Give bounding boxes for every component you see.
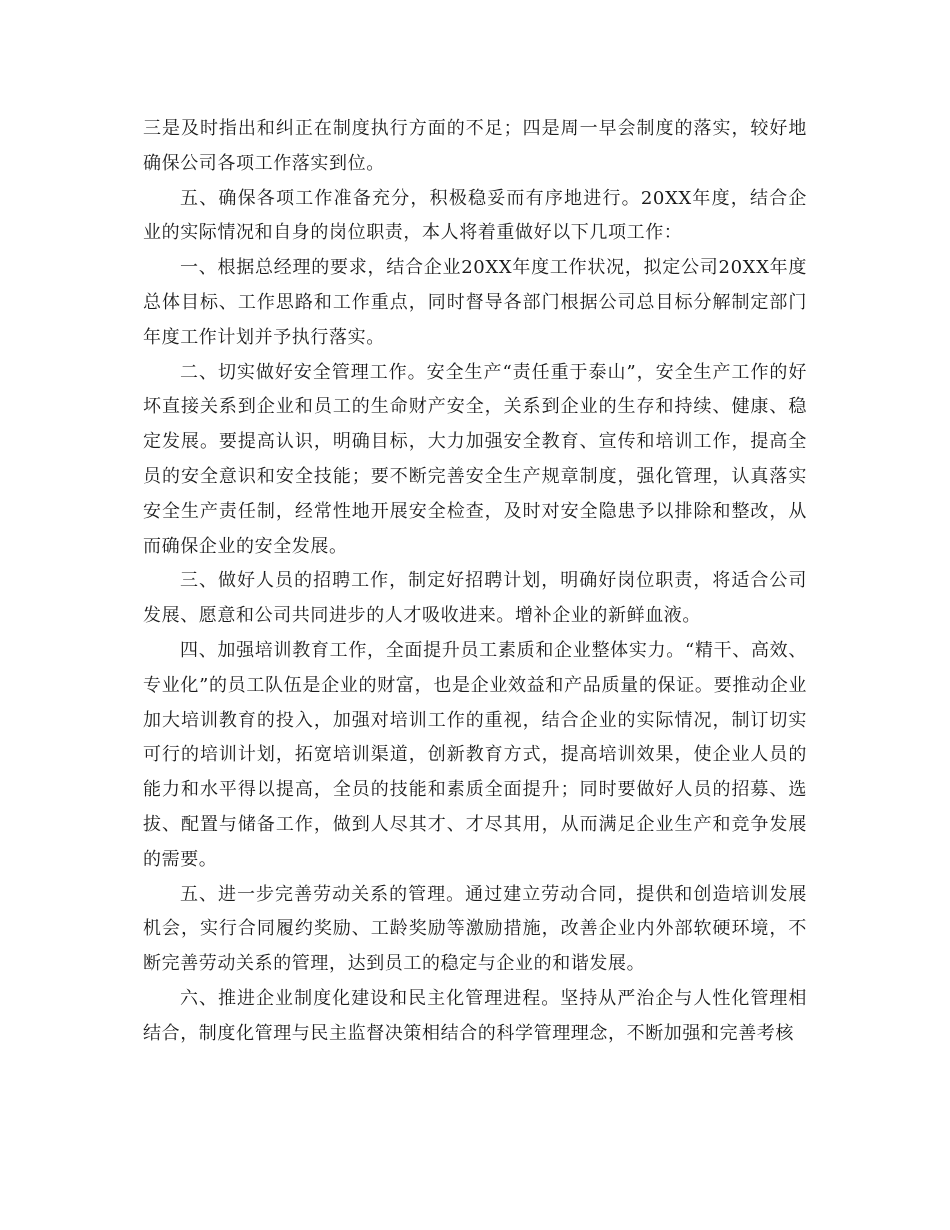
paragraph-item-five: 五、进一步完善劳动关系的管理。通过建立劳动合同，提供和创造培训发展机会，实行合同履约奖励、工龄奖励等激励措施，改善企业内外部软硬环境，不断完善劳动关系的管理，达到员工的稳定与企业的和谐发展。 xyxy=(143,883,807,975)
paragraph-item-four: 四、加强培训教育工作，全面提升员工素质和企业整体实力。“精干、高效、专业化”的员工队伍是企业的财富，也是企业效益和产品质量的保证。要推动企业加大培训教育的投入，加强对培训工作的重视，结合企业的实际情况，制订切实可行的培训计划，拓宽培训渠道，创新教育方式，提高培训效果，使企业人员的能力和水平得以提高，全员的技能和素质全面提升；同时要做好人员的招募、选拔、配置与储备工作，做到人尽其才、才尽其用，从而满足企业生产和竞争发展的需要。 xyxy=(143,639,807,870)
paragraph-section-five-intro: 五、确保各项工作准备充分，积极稳妥而有序地进行。20XX年度，结合企业的实际情况和自身的岗位职责，本人将着重做好以下几项工作： xyxy=(143,187,807,244)
paragraph-item-three: 三、做好人员的招聘工作，制定好招聘计划，明确好岗位职责，将适合公司发展、愿意和公司共同进步的人才吸收进来。增补企业的新鲜血液。 xyxy=(143,570,807,627)
paragraph-item-two: 二、切实做好安全管理工作。安全生产“责任重于泰山”，安全生产工作的好坏直接关系到企业和员工的生命财产安全，关系到企业的生存和持续、健康、稳定发展。要提高认识，明确目标，大力加强安全教育、宣传和培训工作，提高全员的安全意识和安全技能；要不断完善安全生产规章制度，强化管理，认真落实安全生产责任制，经常性地开展安全检查，及时对安全隐患予以排除和整改，从而确保企业的安全发展。 xyxy=(143,361,807,557)
paragraph-item-six: 六、推进企业制度化建设和民主化管理进程。坚持从严治企与人性化管理相结合，制度化管理与民主监督决策相结合的科学管理理念，不断加强和完善考核 xyxy=(143,987,807,1044)
document-page xyxy=(143,112,807,1052)
paragraph-continuation: 三是及时指出和纠正在制度执行方面的不足；四是周一早会制度的落实，较好地确保公司各项工作落实到位。 xyxy=(143,118,807,174)
paragraph-item-one: 一、根据总经理的要求，结合企业20XX年度工作状况，拟定公司20XX年度总体目标、工作思路和工作重点，同时督导各部门根据公司总目标分解制定部门年度工作计划并予执行落实。 xyxy=(143,257,807,348)
